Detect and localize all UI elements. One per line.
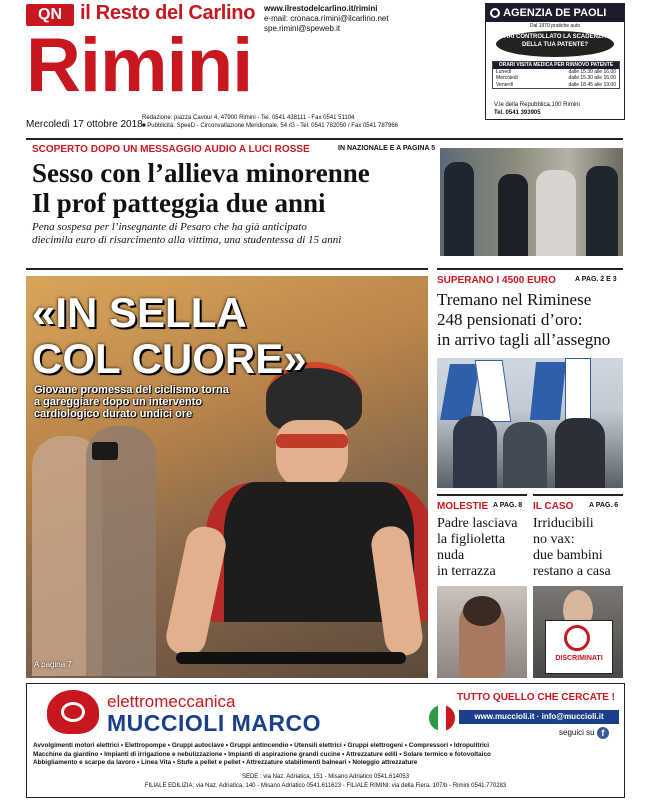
protester-figure [453, 416, 497, 488]
muccioli-services: Avvolgimenti motori elettrici • Elettropompe • Gruppi autoclave • Gruppi antincendio • Utensili elettrici • Gruppi elettrogeni • Compressori • Idropulitrici Macchine da giardino • Impianti di irrigazione e nebulizzazione • Impianti di aspirazione grandi cucine • Attrezzature edili • Solare termico e fotovoltaico Abbigliamento e scarpe da lavoro • Linea Vita • Stufe a pellet e pellet • Attrezzature stabilimenti balneari • Noleggio attrezzature [33, 742, 491, 767]
spectator-figure [86, 426, 156, 676]
side-3-headline: Irriducibili no vax: due bambini restano a casa [533, 516, 611, 579]
agency-ad[interactable] [485, 3, 625, 120]
side-story-novax[interactable] [533, 494, 623, 678]
masthead [26, 4, 476, 134]
cover-subtitle: Giovane promessa del ciclismo torna a gareggiare dopo un intervento cardiologico durato undici ore [34, 384, 230, 420]
child-hair [463, 596, 501, 626]
protest-photo [437, 358, 623, 488]
suspect-figure [536, 170, 576, 256]
camera-icon [92, 442, 118, 460]
child-photo [437, 586, 527, 678]
lead-headline-2: Il prof patteggia due anni [32, 188, 326, 218]
side-2-headline: Padre lasciava la figlioletta nuda in terrazza [437, 516, 518, 579]
lead-story[interactable] [26, 138, 623, 262]
cover-title: «IN SELLA COL CUORE» [32, 289, 307, 382]
muccioli-brand-top: elettromeccanica [107, 692, 236, 711]
logo-ring [61, 702, 85, 722]
sign-text: DISCRIMINATI [555, 655, 603, 662]
agency-slogan: HAI CONTROLLATO LA SCADENZA DELLA TUA PATENTE? [496, 31, 614, 57]
cyclist-face [276, 420, 348, 490]
cyclist-sunglasses [276, 434, 348, 448]
muccioli-social[interactable]: seguici su f [559, 727, 609, 739]
protest-sign-photo [533, 586, 623, 678]
agency-address: V.le della Repubblica,100 Rimini [494, 102, 580, 108]
redazione-info: Redazione: piazza Cavour 4, 47900 Rimini - Tel. 0541 438111 - Fax 0541 51104 ■ Pubblicità: SpeeD - Circonvallazione Meridionale, 54 /G - Tel. 0541 782050 / Fax 0541 787966 [142, 115, 399, 129]
lead-photo-police-arrest [440, 148, 623, 256]
protester-figure [503, 422, 547, 488]
agency-phone: Tel. 0541 393905 [494, 110, 541, 116]
edition-date: Mercoledì 17 ottobre 2018 [26, 119, 143, 130]
agency-since: Dal 1970 pratiche auto [529, 23, 581, 29]
facebook-icon[interactable]: f [597, 727, 609, 739]
italian-flag-icon [429, 705, 455, 731]
flag [475, 360, 512, 422]
muccioli-addresses: SEDE : via Naz. Adriatica, 151 - Misano Adriatico 0541.614053 FILIALE EDILIZIA: via Naz. Adriatica, 140 - Misano Adriatico 0541.611623 - FILIALE RIMINI: via della Fiera, 107/b - Rimini 0541.770283 [144, 774, 507, 789]
flag [440, 364, 480, 420]
flag [530, 362, 566, 420]
cover-ref: A pagina 7 [34, 660, 72, 669]
flag-green [429, 705, 438, 731]
lead-summary: Pena sospesa per l’insegnante di Pesaro che ha già anticipato diecimila euro di risarcimento alla vittima, una studentessa di 15 anni [32, 221, 342, 246]
hours-row: Lunedì dalle 15.30 alle 16.00 [496, 68, 616, 75]
lead-kicker: SCOPERTO DOPO UN MESSAGGIO AUDIO A LUCI ROSSE [32, 144, 310, 155]
cover-story[interactable] [26, 268, 428, 678]
muccioli-brand: MUCCIOLI MARCO [107, 710, 321, 736]
side-story-pensions[interactable] [437, 268, 623, 490]
side-1-ref: A PAG. 2 E 3 [575, 276, 617, 283]
muccioli-tagline: TUTTO QUELLO CHE CERCATE ! [457, 692, 615, 703]
side-3-kicker: IL CASO [533, 501, 574, 512]
side-1-headline: Tremano nel Riminese 248 pensionati d’oro: in arrivo tagli all’assegno [437, 290, 611, 349]
flag-white [438, 705, 447, 731]
qn-logo-badge: QN [26, 4, 74, 26]
side-story-molestie[interactable] [437, 494, 527, 678]
muccioli-web[interactable]: www.muccioli.it · info@muccioli.it [459, 710, 619, 724]
muccioli-ad[interactable] [26, 683, 625, 798]
protester-figure [555, 418, 605, 488]
brand-name: il Resto del Carlino [80, 2, 256, 24]
contacts: www.ilrestodelcarlino.it/rimini e-mail: cronaca.rimini@ilcarlino.net spe.rimini@speweb.it [264, 4, 389, 33]
side-1-kicker: SUPERANO I 4500 EURO [437, 275, 556, 286]
flag-red [446, 705, 455, 731]
officer-figure [498, 174, 528, 256]
side-3-ref: A PAG. 6 [589, 502, 619, 509]
steering-wheel-icon [490, 8, 500, 18]
side-2-ref: A PAG. 8 [493, 502, 523, 509]
officer-figure [444, 162, 474, 256]
muccioli-logo-icon [47, 690, 99, 734]
agency-hours: ORARI VISITA MEDICA PER RINNOVO PATENTE Lunedì dalle 15.30 alle 16.00 Mercoledì dalle 15.30 alle 16.00 Venerdì dalle 18.45 alle 19.00 [492, 61, 620, 89]
city-title: Rimini [26, 23, 253, 108]
protest-sign [545, 620, 613, 674]
agency-header: AGENZIA DE PAOLI [486, 4, 624, 22]
side-2-kicker: MOLESTIE [437, 501, 489, 512]
hours-row: Mercoledì dalle 15.30 alle 16.00 [496, 75, 616, 81]
prohibition-icon [564, 625, 590, 651]
lead-headline-1: Sesso con l’allieva minorenne [32, 158, 370, 188]
hours-row: Venerdì dalle 18.45 alle 19.00 [496, 81, 616, 88]
bike-handlebar [176, 652, 406, 664]
lead-ref: IN NAZIONALE E A PAGINA 5 [338, 145, 436, 152]
flag [565, 358, 591, 420]
officer-figure [586, 166, 618, 256]
